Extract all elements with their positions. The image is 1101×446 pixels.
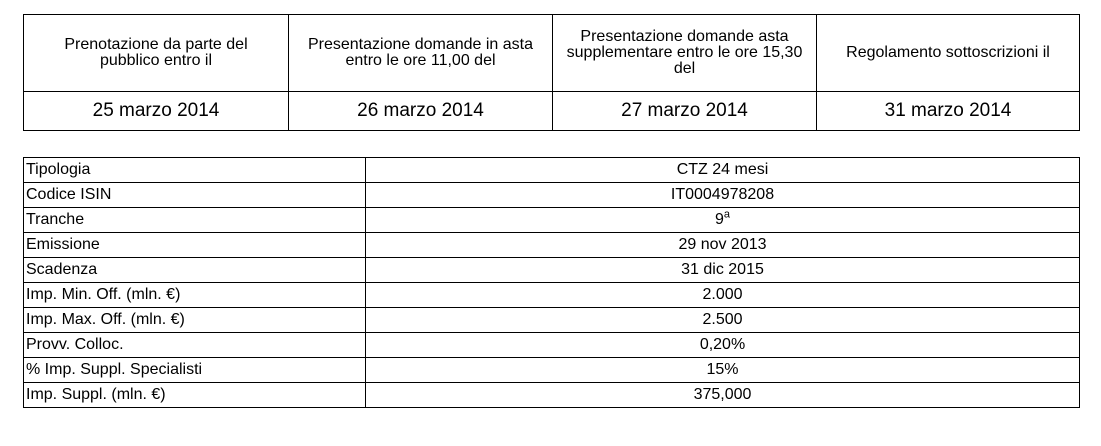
schedule-header-auction-bids: Presentazione domande in asta entro le ore 11,00 del	[289, 15, 553, 92]
row-value-maturity: 31 dic 2015	[366, 258, 1080, 283]
table-row	[24, 283, 1080, 308]
schedule-header-settlement: Regolamento sottoscrizioni il	[817, 15, 1080, 92]
table-row	[24, 233, 1080, 258]
row-value-supplement-amount: 375,000	[366, 383, 1080, 408]
auction-schedule-table	[23, 14, 1080, 131]
table-row	[24, 208, 1080, 233]
row-label-tranche: Tranche	[24, 208, 366, 233]
table-row	[24, 308, 1080, 333]
tranche-ordinal-suffix: a	[723, 208, 731, 221]
row-value-specialists-supplement: 15%	[366, 358, 1080, 383]
schedule-date-supplementary-bids: 27 marzo 2014	[553, 92, 817, 131]
row-label-specialists-supplement: % Imp. Suppl. Specialisti	[24, 358, 366, 383]
bond-details-table	[23, 157, 1080, 408]
row-value-placement-fee: 0,20%	[366, 333, 1080, 358]
row-value-tranche	[366, 208, 1080, 233]
table-row	[24, 183, 1080, 208]
schedule-date-row	[24, 92, 1080, 131]
table-row	[24, 383, 1080, 408]
table-row	[24, 333, 1080, 358]
table-row	[24, 358, 1080, 383]
details-header-label: Tipologia	[24, 158, 366, 183]
details-header-value: CTZ 24 mesi	[366, 158, 1080, 183]
row-label-isin: Codice ISIN	[24, 183, 366, 208]
tranche-number: 9	[714, 211, 724, 228]
row-label-maturity: Scadenza	[24, 258, 366, 283]
row-label-supplement-amount: Imp. Suppl. (mln. €)	[24, 383, 366, 408]
row-label-min-offer: Imp. Min. Off. (mln. €)	[24, 283, 366, 308]
row-value-issue-date: 29 nov 2013	[366, 233, 1080, 258]
schedule-date-booking: 25 marzo 2014	[24, 92, 289, 131]
row-label-issue-date: Emissione	[24, 233, 366, 258]
schedule-date-settlement: 31 marzo 2014	[817, 92, 1080, 131]
row-value-min-offer: 2.000	[366, 283, 1080, 308]
row-label-placement-fee: Provv. Colloc.	[24, 333, 366, 358]
details-header-row	[24, 158, 1080, 183]
row-label-max-offer: Imp. Max. Off. (mln. €)	[24, 308, 366, 333]
table-row	[24, 258, 1080, 283]
schedule-header-supplementary-bids: Presentazione domande asta supplementare entro le ore 15,30 del	[553, 15, 817, 92]
row-value-isin: IT0004978208	[366, 183, 1080, 208]
row-value-max-offer: 2.500	[366, 308, 1080, 333]
schedule-date-auction-bids: 26 marzo 2014	[289, 92, 553, 131]
schedule-header-row	[24, 15, 1080, 92]
schedule-header-booking: Prenotazione da parte del pubblico entro il	[24, 15, 289, 92]
